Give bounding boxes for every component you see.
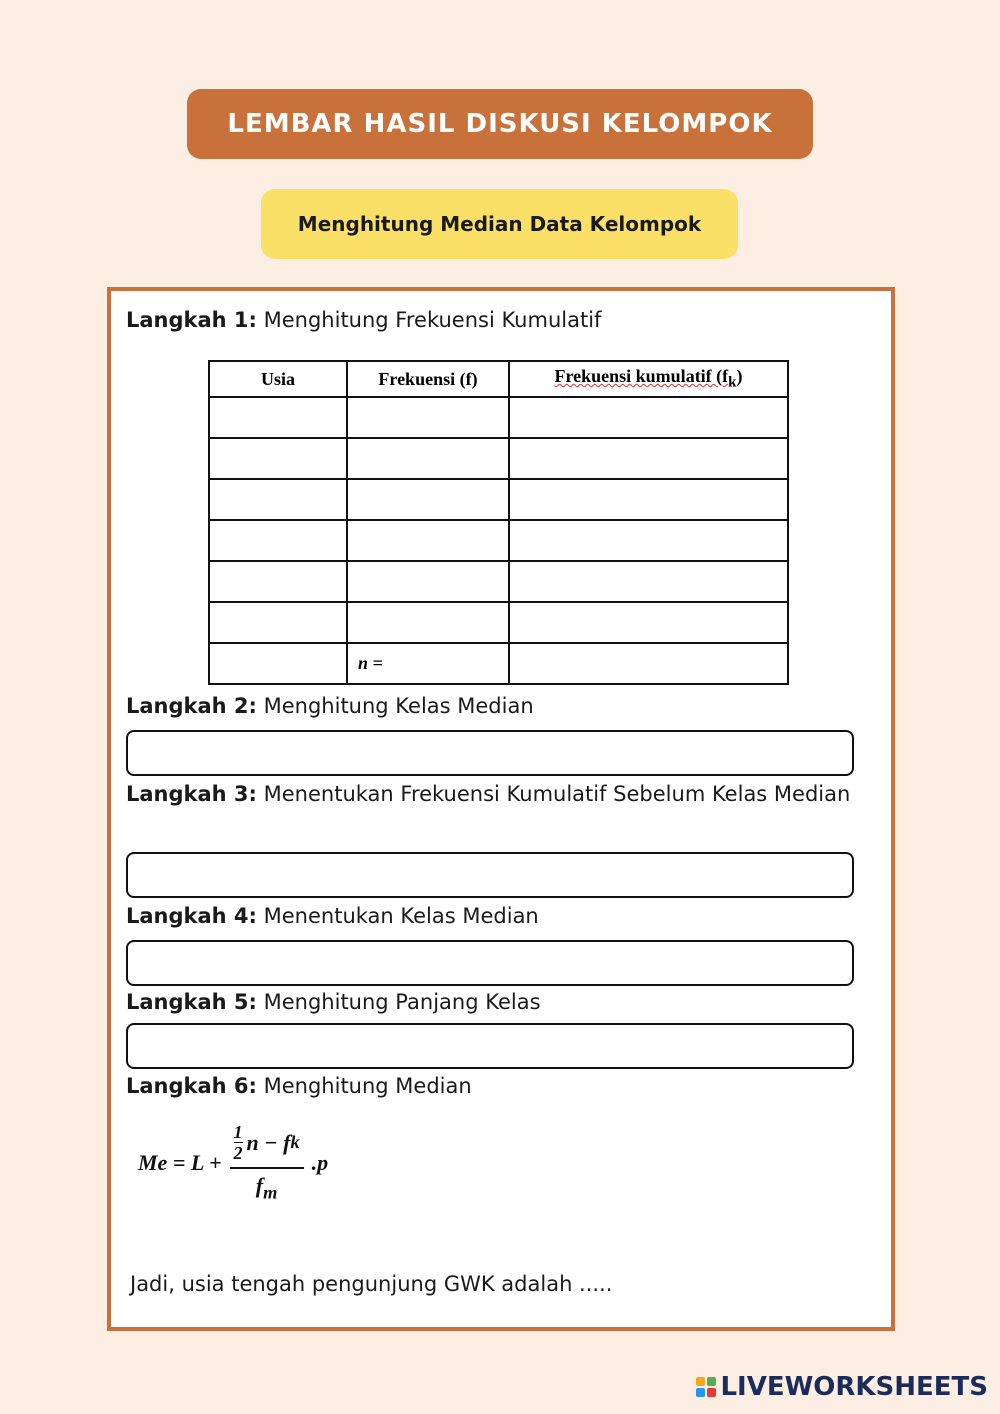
cell-kumulatif[interactable] [509,438,788,479]
step-1 [126,302,601,338]
step-6-text: Menghitung Median [256,1074,472,1098]
formula-denominator-sub: m [263,1182,278,1203]
step-4-text: Menentukan Kelas Median [256,904,539,928]
formula-denominator [256,1169,278,1203]
table-row [209,479,788,520]
cell-usia[interactable] [209,561,347,602]
step-4 [126,898,539,934]
header-fk-sub: k [728,374,737,391]
cell-kumulatif[interactable] [509,561,788,602]
header-frekuensi-kumulatif: Frekuensi kumulatif $(f_k)$ [509,361,788,397]
cell-frekuensi[interactable] [347,479,509,520]
logo-tile-red [707,1388,716,1397]
answer-box-step-4[interactable] [126,940,854,986]
step-5 [126,984,541,1020]
formula-half [234,1122,243,1163]
formula-fraction [230,1122,304,1203]
step-5-label: Langkah 5: [126,990,257,1014]
header-usia: Usia [209,361,347,397]
table-total-row [209,643,788,684]
step-6-label: Langkah 6: [126,1074,257,1098]
formula-numerator-sub: k [290,1132,300,1153]
logo-tile-green [707,1377,716,1386]
formula-half-den: 2 [233,1143,243,1164]
conclusion-text: Jadi, usia tengah pengunjung GWK adalah ..... [130,1272,613,1296]
step-3 [126,776,866,812]
cell-kumulatif[interactable] [509,643,788,684]
step-3-text: Menentukan Frekuensi Kumulatif Sebelum Kelas Median [256,782,851,806]
formula-lhs: Me = L + [138,1150,222,1175]
median-formula [138,1118,328,1208]
step-4-label: Langkah 4: [126,904,257,928]
step-1-text: Menghitung Frekuensi Kumulatif [256,308,602,332]
cell-usia[interactable] [209,643,347,684]
cell-frekuensi[interactable] [347,602,509,643]
cell-frekuensi[interactable] [347,520,509,561]
cell-usia[interactable] [209,479,347,520]
step-6 [126,1068,472,1104]
step-5-text: Menghitung Panjang Kelas [256,990,541,1014]
step-3-label: Langkah 3: [126,782,257,806]
title-banner [187,89,813,159]
brand-name: LIVEWORKSHEETS [720,1372,988,1402]
formula-numerator-rest: n − f [246,1129,291,1155]
brand-logo [696,1372,988,1402]
table-row [209,520,788,561]
header-fk-text: Frekuensi kumulatif (f [554,366,729,387]
liveworksheets-icon [696,1377,716,1397]
table-row [209,602,788,643]
logo-tile-blue [696,1388,705,1397]
cell-total-n[interactable]: n = [347,643,509,684]
table-row [209,397,788,438]
cell-kumulatif[interactable] [509,397,788,438]
cell-usia[interactable] [209,520,347,561]
cell-kumulatif[interactable] [509,520,788,561]
cell-frekuensi[interactable] [347,397,509,438]
cell-kumulatif[interactable] [509,602,788,643]
table-row [209,561,788,602]
header-frekuensi [347,361,509,397]
formula-tail: .p [311,1150,329,1175]
cell-kumulatif[interactable] [509,479,788,520]
answer-box-step-3[interactable] [126,852,854,898]
formula-numerator [230,1122,304,1169]
step-1-label: Langkah 1: [126,308,257,332]
step-2-text: Menghitung Kelas Median [256,694,534,718]
cell-frekuensi[interactable] [347,561,509,602]
answer-box-step-5[interactable] [126,1023,854,1069]
step-2 [126,688,534,724]
cell-frekuensi[interactable] [347,438,509,479]
formula-denominator-text: f [255,1173,264,1199]
cell-usia[interactable] [209,438,347,479]
formula-half-num: 1 [233,1122,243,1143]
cell-usia[interactable] [209,602,347,643]
cell-usia[interactable] [209,397,347,438]
subtitle-banner [261,189,738,259]
page-title: LEMBAR HASIL DISKUSI KELOMPOK [227,109,773,139]
frequency-table [208,360,789,685]
answer-box-step-2[interactable] [126,730,854,776]
page-subtitle: Menghitung Median Data Kelompok [297,212,702,236]
logo-tile-orange [696,1377,705,1386]
header-frekuensi-text: Frekuensi (f) [378,368,478,389]
step-2-label: Langkah 2: [126,694,257,718]
table-row [209,438,788,479]
table-header-row [209,361,788,397]
